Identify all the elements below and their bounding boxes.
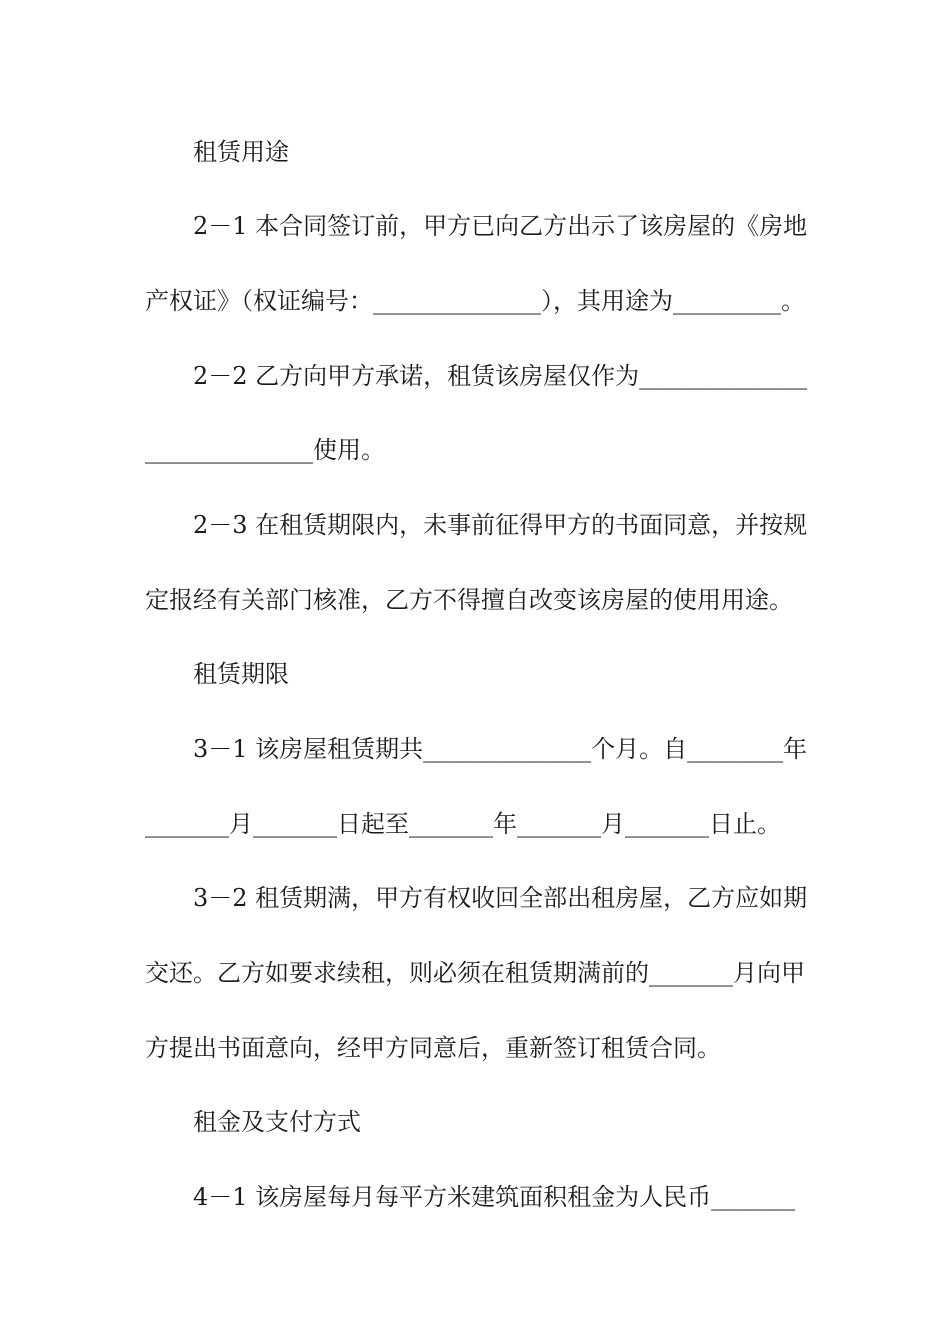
clause-2-1-line-2: 产权证》（权证编号：______________），其用途为_________。 [145, 287, 805, 315]
clause-3-2-line-2: 交还。乙方如要求续租，则必须在租赁期满前的_______月向甲 [145, 959, 805, 987]
section-heading-term: 租赁期限 [193, 660, 289, 688]
clause-3-2-line-1: 3－2 租赁期满，甲方有权收回全部出租房屋，乙方应如期 [193, 884, 808, 912]
clause-2-3-line-1: 2－3 在租赁期限内，未事前征得甲方的书面同意，并按规 [193, 511, 808, 539]
section-heading-rent: 租金及支付方式 [193, 1108, 361, 1136]
clause-3-2-line-3: 方提出书面意向，经甲方同意后，重新签订租赁合同。 [145, 1034, 721, 1062]
clause-4-1-line-1: 4－1 该房屋每月每平方米建筑面积租金为人民币_______ [193, 1183, 796, 1211]
clause-3-1-line-1: 3－1 该房屋租赁期共______________个月。自________年 [193, 735, 808, 763]
clause-2-1-line-1: 2－1 本合同签订前，甲方已向乙方出示了该房屋的《房地 [193, 212, 808, 240]
clause-2-3-line-2: 定报经有关部门核准，乙方不得擅自改变该房屋的使用用途。 [145, 586, 793, 614]
clause-2-2-line-1: 2－2 乙方向甲方承诺，租赁该房屋仅作为______________ [193, 362, 808, 390]
section-heading-usage: 租赁用途 [193, 138, 289, 166]
clause-2-2-line-2: ______________使用。 [145, 436, 385, 464]
clause-3-1-line-2: _______月_______日起至_______年_______月_______日止。 [145, 810, 781, 838]
